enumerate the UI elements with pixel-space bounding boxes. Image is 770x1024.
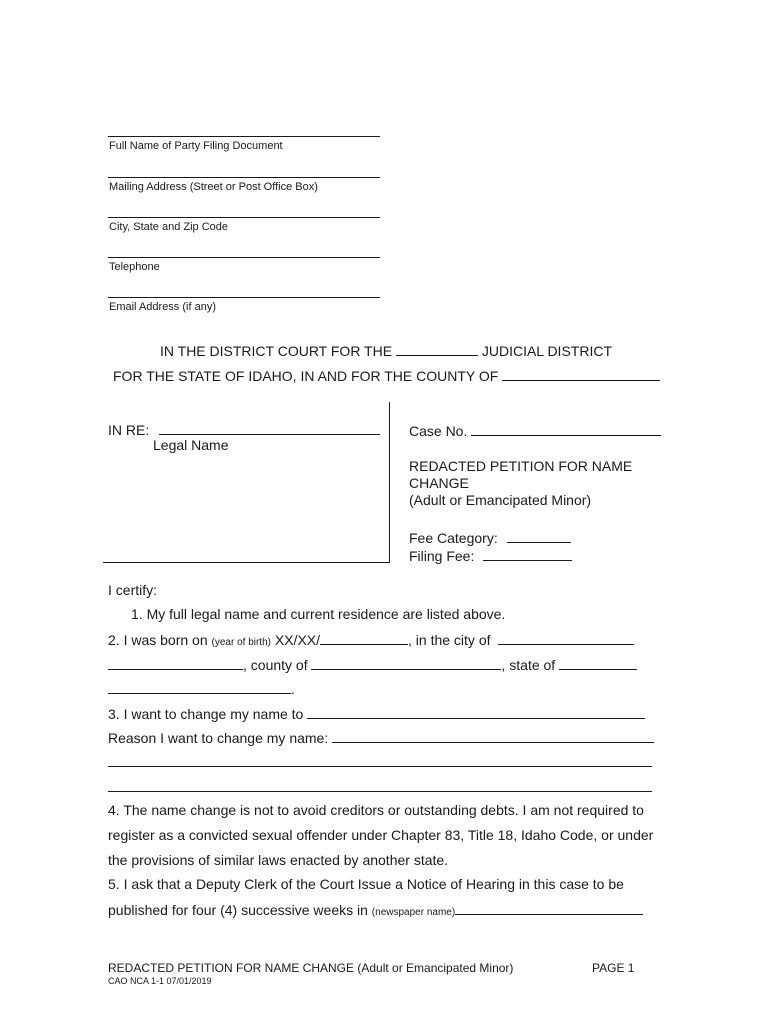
newspaper-name-blank[interactable] bbox=[455, 901, 643, 915]
court-heading-line1 bbox=[160, 342, 612, 359]
birth-city-continued-blank[interactable] bbox=[108, 656, 243, 670]
reason-line-3[interactable] bbox=[108, 791, 652, 792]
birth-county-blank[interactable] bbox=[311, 656, 501, 670]
caption-divider bbox=[389, 402, 390, 563]
telephone-line[interactable] bbox=[108, 257, 380, 258]
birth-city-blank[interactable] bbox=[498, 631, 634, 645]
petition-title-line2: CHANGE bbox=[409, 475, 469, 491]
footer-form-code: CAO NCA 1-1 07/01/2019 bbox=[108, 976, 212, 986]
city-state-zip-label: City, State and Zip Code bbox=[109, 221, 229, 233]
item-5-line2 bbox=[108, 901, 643, 918]
item-5-line1: 5. I ask that a Deputy Clerk of the Court Issue a Notice of Hearing in this case to be bbox=[108, 876, 624, 892]
filing-fee-label: Filing Fee: bbox=[409, 548, 475, 564]
filing-fee-row bbox=[409, 547, 572, 564]
county-blank[interactable] bbox=[502, 367, 660, 381]
caption-bottom-rule bbox=[103, 562, 390, 563]
item-1: 1. My full legal name and current residence are listed above. bbox=[131, 606, 506, 622]
reason-line-2[interactable] bbox=[108, 766, 652, 767]
birth-state-continued-blank[interactable] bbox=[108, 680, 291, 694]
petition-title-line3: (Adult or Emancipated Minor) bbox=[409, 492, 592, 508]
email-label: Email Address (if any) bbox=[109, 301, 216, 313]
telephone-label: Telephone bbox=[109, 261, 160, 273]
mailing-address-line[interactable] bbox=[108, 177, 380, 178]
mailing-address-label: Mailing Address (Street or Post Office Box) bbox=[109, 181, 318, 193]
reason-label: Reason I want to change my name: bbox=[108, 730, 329, 746]
birth-year-blank[interactable] bbox=[320, 631, 408, 645]
city-of-label: , in the city of bbox=[408, 632, 491, 648]
item-4-line2: register as a convicted sexual offender under Chapter 83, Title 18, Idaho Code, or under bbox=[108, 827, 654, 843]
in-re-blank[interactable] bbox=[159, 421, 380, 435]
reason-row bbox=[108, 729, 654, 746]
email-line[interactable] bbox=[108, 297, 380, 298]
judicial-district-blank[interactable] bbox=[396, 342, 478, 356]
in-re-row bbox=[108, 421, 380, 438]
court-heading-line2 bbox=[113, 367, 660, 384]
fee-category-blank[interactable] bbox=[507, 529, 571, 543]
county-of-label: , county of bbox=[243, 657, 308, 673]
fee-category-label: Fee Category: bbox=[409, 530, 498, 546]
item-2-row3 bbox=[108, 680, 295, 697]
birth-state-blank[interactable] bbox=[559, 656, 637, 670]
new-name-blank[interactable] bbox=[307, 705, 645, 719]
full-name-label: Full Name of Party Filing Document bbox=[109, 140, 283, 152]
state-of-label: , state of bbox=[501, 657, 556, 673]
court-heading-prefix: IN THE DISTRICT COURT FOR THE bbox=[160, 343, 393, 359]
newspaper-name-note: (newspaper name) bbox=[371, 907, 456, 918]
item-2-period: . bbox=[291, 681, 295, 697]
case-number-row bbox=[409, 422, 661, 439]
new-name-label: 3. I want to change my name to bbox=[108, 706, 304, 722]
case-number-blank[interactable] bbox=[471, 422, 661, 436]
born-on-label: 2. I was born on bbox=[108, 632, 208, 648]
certify-label: I certify: bbox=[108, 582, 158, 598]
filing-fee-blank[interactable] bbox=[483, 547, 572, 561]
year-of-birth-note: (year of birth) bbox=[211, 637, 271, 648]
in-re-label: IN RE: bbox=[108, 422, 150, 438]
court-heading-suffix: JUDICIAL DISTRICT bbox=[481, 343, 612, 359]
item-5-text: published for four (4) successive weeks in bbox=[108, 902, 368, 918]
item-3-row bbox=[108, 705, 645, 722]
item-2-row bbox=[108, 631, 634, 648]
full-name-line[interactable] bbox=[108, 136, 380, 137]
legal-name-label: Legal Name bbox=[153, 437, 229, 453]
petition-title-line1: REDACTED PETITION FOR NAME bbox=[409, 458, 633, 474]
reason-blank[interactable] bbox=[332, 729, 654, 743]
case-number-label: Case No. bbox=[409, 423, 468, 439]
footer-title: REDACTED PETITION FOR NAME CHANGE (Adult or Emancipated Minor) bbox=[108, 961, 514, 975]
item-2-row2 bbox=[108, 656, 637, 673]
item-4-line1: 4. The name change is not to avoid creditors or outstanding debts. I am not required to bbox=[108, 802, 644, 818]
item-4-line3: the provisions of similar laws enacted by another state. bbox=[108, 852, 449, 868]
fee-category-row bbox=[409, 529, 571, 546]
city-state-zip-line[interactable] bbox=[108, 217, 380, 218]
birth-date-prefix: XX/XX/ bbox=[274, 632, 321, 648]
footer-page-number: PAGE 1 bbox=[592, 961, 635, 975]
county-heading-label: FOR THE STATE OF IDAHO, IN AND FOR THE COUNTY OF bbox=[113, 368, 499, 384]
